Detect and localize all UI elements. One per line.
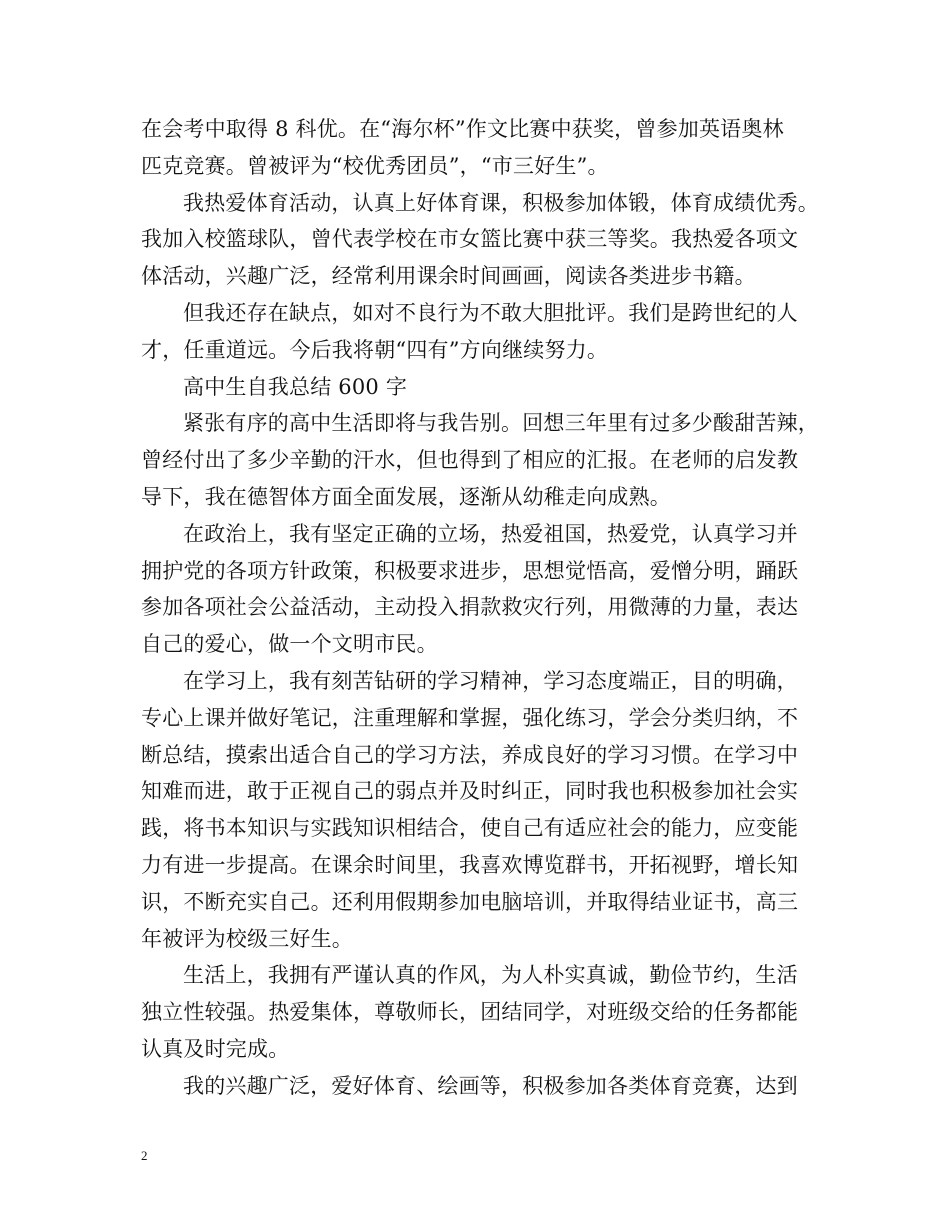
text-line: 曾经付出了多少辛勤的汗水，但也得到了相应的汇报。在老师的启发教 bbox=[141, 448, 799, 473]
text-line: 参加各项社会公益活动，主动投入捐款救灾行列，用微薄的力量，表达 bbox=[141, 595, 799, 620]
paragraph-first-line: 但我还存在缺点，如对不良行为不敢大胆批评。我们是跨世纪的人 bbox=[183, 300, 798, 325]
text-line: 独立性较强。热爱集体，尊敬师长，团结同学，对班级交给的任务都能 bbox=[141, 1000, 799, 1025]
text-line: 我加入校篮球队，曾代表学校在市女篮比赛中获三等奖。我热爱各项文 bbox=[141, 227, 799, 252]
paragraph-first-line: 在政治上，我有坚定正确的立场，热爱祖国，热爱党，认真学习并 bbox=[183, 521, 798, 546]
paragraph-first-line: 生活上，我拥有严谨认真的作风，为人朴实真诚，勤俭节约，生活 bbox=[183, 963, 798, 988]
text-line: 识，不断充实自己。还利用假期参加电脑培训，并取得结业证书，高三 bbox=[141, 889, 799, 914]
page-number: 2 bbox=[141, 1148, 148, 1163]
text-line: 断总结，摸索出适合自己的学习方法，养成良好的学习习惯。在学习中 bbox=[141, 742, 799, 767]
text-line: 年被评为校级三好生。 bbox=[141, 926, 353, 951]
text-line: 自己的爱心，做一个文明市民。 bbox=[141, 632, 438, 657]
paragraph-first-line: 在学习上，我有刻苦钻研的学习精神，学习态度端正，目的明确， bbox=[183, 668, 798, 693]
text-line: 体活动，兴趣广泛，经常利用课余时间画画，阅读各类进步书籍。 bbox=[141, 264, 756, 289]
paragraph-first-line: 我热爱体育活动，认真上好体育课，积极参加体锻，体育成绩优秀。 bbox=[183, 190, 819, 215]
paragraph-first-line: 高中生自我总结 600 字 bbox=[183, 374, 408, 399]
text-line: 践，将书本知识与实践知识相结合，使自己有适应社会的能力，应变能 bbox=[141, 816, 799, 841]
body-text bbox=[141, 111, 831, 1105]
text-line: 在会考中取得 8 科优。在“海尔杯”作文比赛中获奖，曾参加英语奥林 bbox=[141, 117, 784, 141]
text-line: 专心上课并做好笔记，注重理解和掌握，强化练习，学会分类归纳，不 bbox=[141, 705, 799, 730]
text-line: 拥护党的各项方针政策，积极要求进步，思想觉悟高，爱憎分明，踊跃 bbox=[141, 558, 799, 583]
text-line: 认真及时完成。 bbox=[141, 1036, 290, 1061]
text-line: 力有进一步提高。在课余时间里，我喜欢博览群书，开拓视野，增长知 bbox=[141, 852, 799, 877]
text-line: 知难而进，敢于正视自己的弱点并及时纠正，同时我也积极参加社会实 bbox=[141, 779, 799, 804]
text-line: 导下，我在德智体方面全面发展，逐渐从幼稚走向成熟。 bbox=[141, 484, 671, 509]
text-line: 匹克竞赛。曾被评为“校优秀团员”，“市三好生”。 bbox=[141, 153, 609, 178]
text-line: 才，任重道远。今后我将朝“四有”方向继续努力。 bbox=[141, 337, 609, 362]
paragraph-first-line: 我的兴趣广泛，爱好体育、绘画等，积极参加各类体育竞赛，达到 bbox=[183, 1073, 798, 1098]
paragraph-first-line: 紧张有序的高中生活即将与我告别。回想三年里有过多少酸甜苦辣， bbox=[183, 411, 819, 436]
